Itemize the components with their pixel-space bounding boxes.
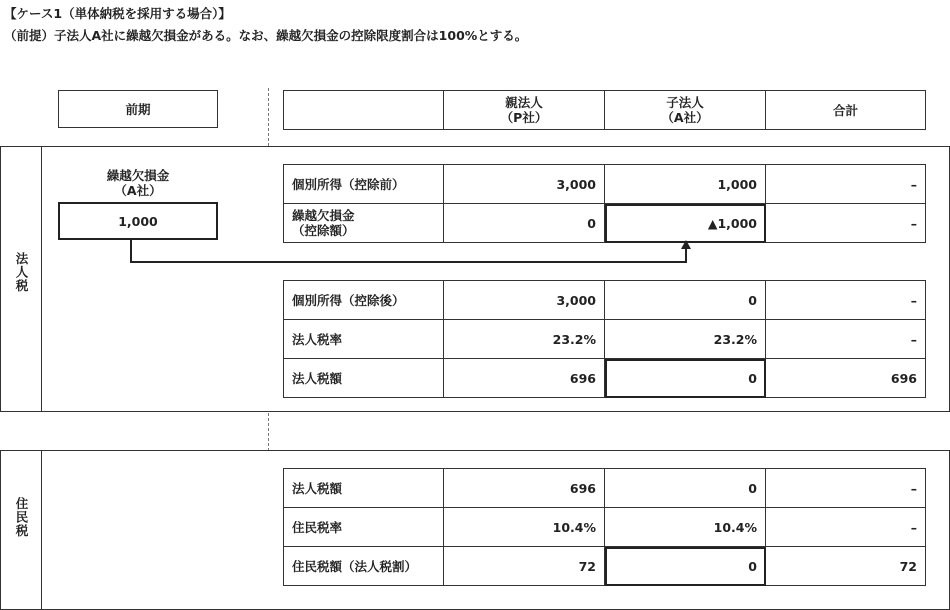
total-value: – — [910, 215, 917, 231]
table-row — [284, 281, 926, 320]
loss-carryforward-label: 繰越欠損金 （A社） — [106, 168, 170, 198]
header-parent: 親法人 （P社） — [444, 91, 605, 130]
header-total: 合計 — [766, 91, 926, 130]
corporate-table-after — [283, 280, 926, 398]
total-value: 696 — [890, 370, 917, 386]
child-value: 0 — [748, 370, 757, 386]
table-row — [284, 359, 926, 398]
resident-tax-label: 住民税 — [14, 497, 29, 538]
parent-value: 696 — [569, 370, 596, 386]
total-value: – — [910, 292, 917, 308]
parent-value: 696 — [569, 480, 596, 496]
corporate-tax-label: 法人税 — [14, 252, 29, 293]
table-row — [284, 469, 926, 508]
table-row — [284, 547, 926, 586]
row-label: 個別所得（控除後） — [292, 292, 405, 308]
parent-value: 0 — [587, 215, 596, 231]
resident-section-separator — [41, 450, 42, 610]
child-value: 0 — [748, 480, 757, 496]
total-value: – — [910, 480, 917, 496]
row-label: 法人税額 — [292, 370, 343, 386]
child-value: 0 — [748, 292, 757, 308]
row-label: 法人税額 — [292, 480, 343, 496]
loss-carryforward-value: 1,000 — [58, 202, 218, 240]
child-value: 0 — [748, 558, 757, 574]
parent-value: 3,000 — [556, 292, 596, 308]
child-value: 23.2% — [713, 331, 757, 347]
row-label: 住民税額（法人税割） — [292, 558, 418, 574]
total-value: – — [910, 519, 917, 535]
child-value: 10.4% — [713, 519, 757, 535]
child-value: ▲1,000 — [707, 215, 757, 231]
table-row — [284, 204, 926, 243]
table-row — [284, 320, 926, 359]
row-label: 住民税率 — [292, 519, 343, 535]
parent-value: 72 — [578, 558, 596, 574]
prior-period-header: 前期 — [58, 90, 218, 128]
total-value: – — [910, 176, 917, 192]
table-row — [284, 508, 926, 547]
corporate-table-before — [283, 164, 926, 243]
child-value: 1,000 — [717, 176, 757, 192]
resident-tax-table — [283, 468, 926, 586]
parent-value: 10.4% — [552, 519, 596, 535]
premise-text: （前提）子法人A社に繰越欠損金がある。なお、繰越欠損金の控除限度割合は100%とする。 — [4, 28, 528, 43]
row-label: 繰越欠損金 （控除額） — [292, 208, 355, 238]
row-label: 個別所得（控除前） — [292, 176, 405, 192]
parent-value: 23.2% — [552, 331, 596, 347]
parent-value: 3,000 — [556, 176, 596, 192]
table-row — [284, 165, 926, 204]
total-value: – — [910, 331, 917, 347]
total-value: 72 — [899, 558, 917, 574]
row-label: 法人税率 — [292, 331, 343, 347]
page-title: 【ケース1（単体納税を採用する場合）】 — [4, 6, 231, 21]
header-child: 子法人 （A社） — [605, 91, 766, 130]
